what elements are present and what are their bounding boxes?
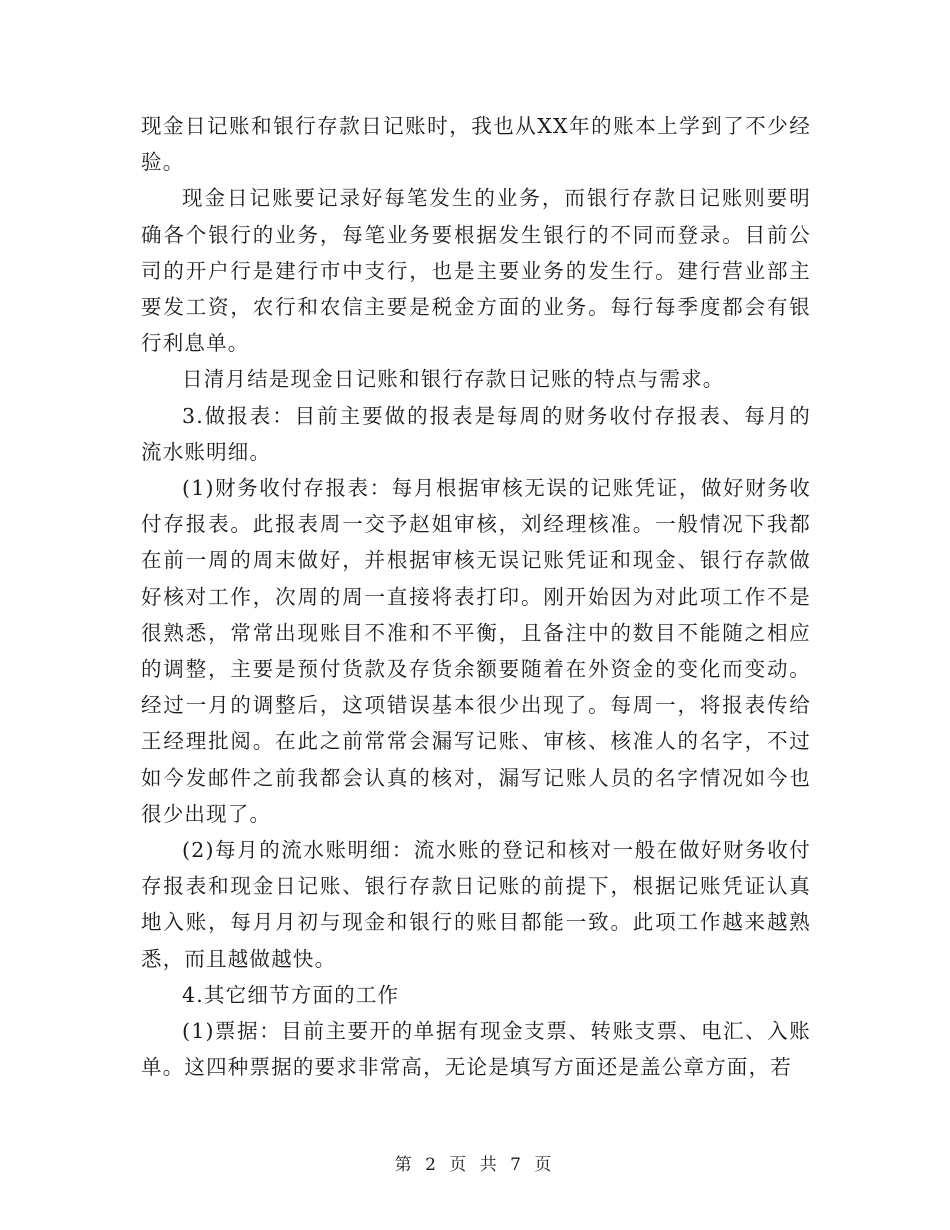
page-number-footer: 第 2 页 共 7 页 (394, 1155, 556, 1175)
paragraph-1: 现金日记账和银行存款日记账时，我也从XX年的账本上学到了不少经验。 (141, 114, 811, 175)
paragraph-3: 日清月结是现金日记账和银行存款日记账的特点与需求。 (182, 367, 725, 392)
paragraph-8: (1)票据：目前主要开的单据有现金支票、转账支票、电汇、入账单。这四种票据的要求非常高，无论是填写方面还是盖公章方面，若 (141, 1019, 811, 1080)
paragraph-2: 现金日记账要记录好每笔发生的业务，而银行存款日记账则要明确各个银行的业务，每笔业务要根据发生银行的不同而登录。目前公司的开户行是建行市中支行，也是主要业务的发生行。建行营业部主要发工资，农行和农信主要是税金方面的业务。每行每季度都会有银行利息单。 (141, 186, 811, 356)
paragraph-6: (2)每月的流水账明细：流水账的登记和核对一般在做好财务收付存报表和现金日记账、银行存款日记账的前提下，根据记账凭证认真地入账，每月月初与现金和银行的账目都能一致。此项工作越来越熟悉，而且越做越快。 (141, 838, 811, 971)
document-body (141, 108, 811, 1085)
paragraph-4: 3.做报表：目前主要做的报表是每周的财务收付存报表、每月的流水账明细。 (141, 403, 811, 464)
paragraph-7: 4.其它细节方面的工作 (182, 982, 400, 1007)
paragraph-5: (1)财务收付存报表：每月根据审核无误的记账凭证，做好财务收付存报表。此报表周一交予赵姐审核，刘经理核准。一般情况下我都在前一周的周末做好，并根据审核无误记账凭证和现金、银行存款做好核对工作，次周的周一直接将表打印。刚开始因为对此项工作不是很熟悉，常常出现账目不准和不平衡，且备注中的数目不能随之相应的调整，主要是预付货款及存货余额要随着在外资金的变化而变动。经过一月的调整后，这项错误基本很少出现了。每周一，将报表传给王经理批阅。在此之前常常会漏写记账、审核、核准人的名字，不过如今发邮件之前我都会认真的核对，漏写记账人员的名字情况如今也很少出现了。 (141, 476, 811, 826)
